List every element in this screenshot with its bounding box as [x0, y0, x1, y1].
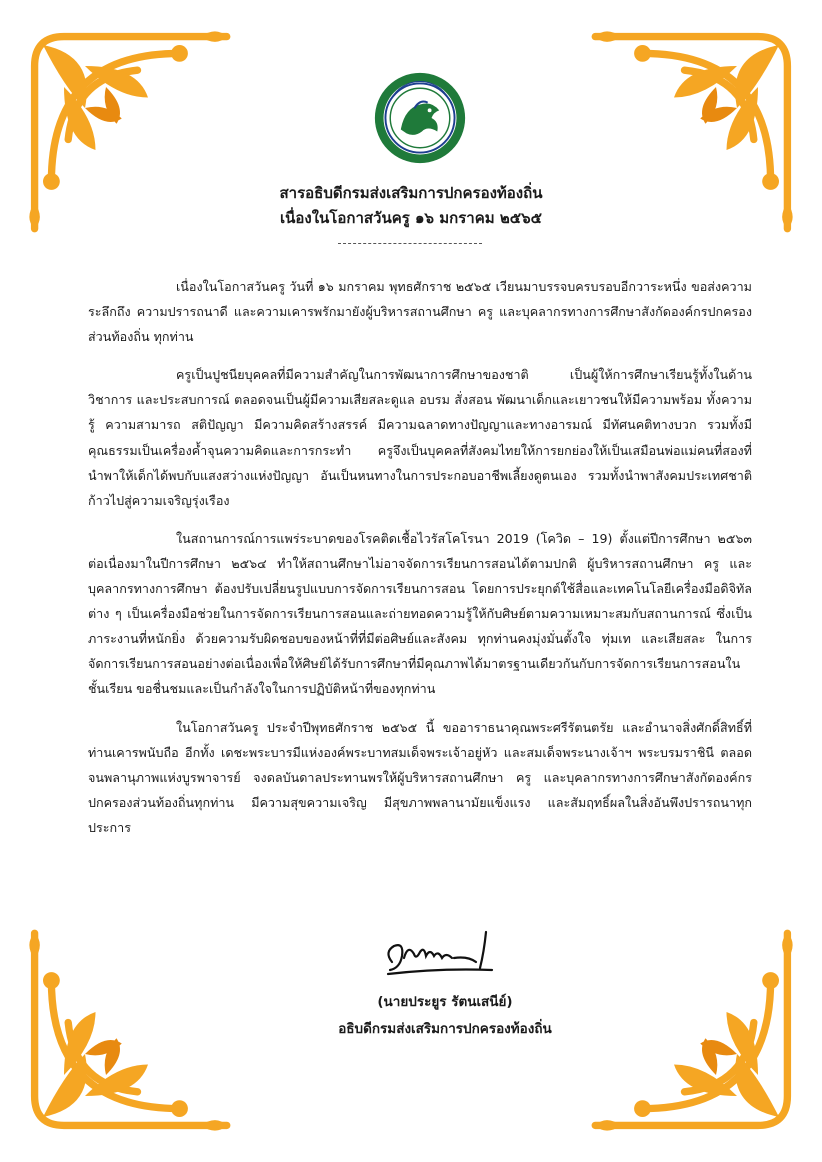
paragraph: ครูเป็นปูชนียบุคคลที่มีความสำคัญในการพัฒนาการศึกษาของชาติ เป็นผู้ให้การศึกษาเรียนรู้ทั้งในด้านวิชาการ และประสบการณ์ ตลอดจนเป็นผู้มีความเสียสละดูแล อบรม สั่งสอน พัฒนาเด็กและเยาวชนให้มีความพร้อม ทั้งความรู้ ความสามารถ สติปัญญา มีความคิดสร้างสรรค์ มีความฉลาดทางปัญญาและทางอารมณ์ มีทัศนคติทางบวก รวมทั้งมีคุณธรรมเป็นเครื่องค้ำจุนความคิดและการกระทำ ครูจึงเป็นบุคคลที่สังคมไทยให้การยกย่องให้เป็นเสมือนพ่อแม่คนที่สองที่นำพาให้เด็กได้พบกับแสงสว่างแห่งปัญญา อันเป็นหนทางในการประกอบอาชีพเลี้ยงดูตนเอง รวมทั้งนำพาสังคมประเทศชาติก้าวไปสู่ความเจริญรุ่งเรือง [88, 367, 752, 508]
letter-body [88, 274, 752, 853]
signatory-name: (นายประยูร รัตนเสนีย์) [377, 994, 513, 1010]
department-seal-icon [372, 70, 468, 166]
letter-title: สารอธิบดีกรมส่งเสริมการปกครองท้องถิ่น [279, 184, 543, 202]
divider [338, 243, 482, 244]
signatory-title: อธิบดีกรมส่งเสริมการปกครองท้องถิ่น [338, 1021, 552, 1037]
paragraph: ในสถานการณ์การแพร่ระบาดของโรคติดเชื้อไวรัสโคโรนา 2019 (โควิด – 19) ตั้งแต่ปีการศึกษา ๒๕๖๓ ต่อเนื่องมาในปีการศึกษา ๒๕๖๔ ทำให้สถานศึกษาไม่อาจจัดการเรียนการสอนได้ตามปกติ ผู้บริหารสถานศึกษา ครู และบุคลากรทางการศึกษา ต้องปรับเปลี่ยนรูปแบบการจัดการเรียนการสอน โดยการประยุกต์ใช้สื่อและเทคโนโลยีเครื่องมือดิจิทัลต่าง ๆ เป็นเครื่องมือช่วยในการจัดการเรียนการสอนและถ่ายทอดความรู้ให้กับศิษย์ตามความเหมาะสมกับสถานการณ์ ซึ่งเป็นภาระงานที่หนักยิ่ง ด้วยความรับผิดชอบของหน้าที่ที่มีต่อศิษย์และสังคม ทุกท่านคงมุ่งมั่นตั้งใจ ทุ่มเท และเสียสละ ในการจัดการเรียนการสอนอย่างต่อเนื่องเพื่อให้ศิษย์ได้รับการศึกษาที่มีคุณภาพได้มาตรฐานเดียวกันกับการจัดการเรียนการสอนในชั้นเรียน ขอชื่นชมและเป็นกำลังใจในการปฏิบัติหน้าที่ของทุกท่าน [88, 530, 752, 697]
ornament-corner-icon [590, 928, 800, 1138]
ornament-corner-icon [22, 928, 232, 1138]
handwritten-signature-icon [380, 928, 504, 980]
paragraph: ในโอกาสวันครู ประจำปีพุทธศักราช ๒๕๖๕ นี้ ขออาราธนาคุณพระศรีรัตนตรัย และอำนาจสิ่งศักดิ์สิทธิ์ที่ท่านเคารพนับถือ อีกทั้ง เดชะพระบารมีแห่งองค์พระบาทสมเด็จพระเจ้าอยู่หัว และสมเด็จพระนางเจ้าฯ พระบรมราชินี ตลอดจนพลานุภาพแห่งบูรพาจารย์ จงดลบันดาลประทานพรให้ผู้บริหารสถานศึกษา ครู และบุคลากรทางการศึกษาสังกัดองค์กรปกครองส่วนท้องถิ่นทุกท่าน มีความสุขความเจริญ มีสุขภาพพลานามัยแข็งแรง และสัมฤทธิ์ผลในสิ่งอันพึงปรารถนาทุกประการ [88, 719, 752, 835]
letter-subtitle: เนื่องในโอกาสวันครู ๑๖ มกราคม ๒๕๖๕ [280, 209, 542, 227]
paragraph: เนื่องในโอกาสวันครู วันที่ ๑๖ มกราคม พุทธศักราช ๒๕๖๕ เวียนมาบรรจบครบรอบอีกวาระหนึ่ง ขอส่งความระลึกถึง ความปรารถนาดี และความเคารพรักมายังผู้บริหารสถานศึกษา ครู และบุคลากรทางการศึกษาสังกัดองค์กรปกครองส่วนท้องถิ่น ทุกท่าน [88, 279, 752, 345]
